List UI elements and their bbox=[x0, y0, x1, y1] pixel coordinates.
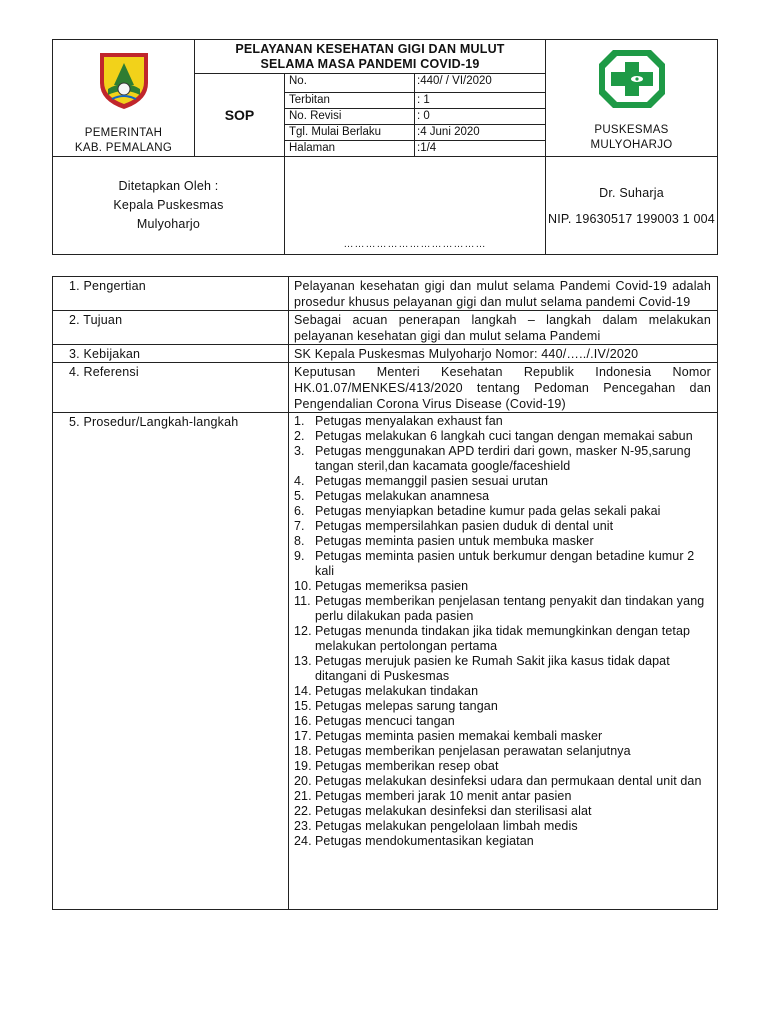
right-org-line1: PUSKESMAS bbox=[594, 124, 669, 136]
procedure-step bbox=[294, 429, 711, 444]
procedure-step bbox=[294, 654, 711, 684]
procedure-step bbox=[294, 699, 711, 714]
procedure-step bbox=[294, 729, 711, 744]
step-number: 24. bbox=[294, 834, 312, 848]
step-number: 19. bbox=[294, 759, 312, 773]
step-number: 23. bbox=[294, 819, 312, 833]
section-row-prosedur bbox=[53, 413, 718, 910]
procedure-step bbox=[294, 684, 711, 699]
step-text: Petugas mempersilahkan pasien duduk di dental unit bbox=[315, 519, 614, 533]
section-row-kebijakan bbox=[53, 345, 718, 363]
meta-value-no: :440/ / VI/2020 bbox=[415, 74, 546, 93]
section-label: 3. Kebijakan bbox=[53, 345, 289, 363]
sop-label-cell bbox=[195, 74, 285, 157]
procedure-step bbox=[294, 414, 711, 429]
procedure-step bbox=[294, 789, 711, 804]
left-org-line2: KAB. PEMALANG bbox=[74, 142, 173, 154]
procedure-step bbox=[294, 579, 711, 594]
step-text: Petugas meminta pasien memakai kembali masker bbox=[315, 729, 603, 743]
right-org-line2: MULYOHARJO bbox=[590, 139, 673, 151]
procedure-step bbox=[294, 744, 711, 759]
jabatan-line2: Mulyoharjo bbox=[136, 217, 201, 231]
step-number: 4. bbox=[294, 474, 305, 488]
ditetapkan-label: Ditetapkan Oleh : bbox=[118, 179, 219, 193]
meta-label-halaman: Halaman bbox=[285, 141, 415, 157]
step-text: Petugas menyalakan exhaust fan bbox=[315, 414, 503, 428]
procedure-cell bbox=[289, 413, 718, 910]
step-number: 10. bbox=[294, 579, 312, 593]
meta-label-revisi: No. Revisi bbox=[285, 109, 415, 125]
meta-label-no: No. bbox=[285, 74, 415, 93]
step-text: Petugas meminta pasien untuk membuka masker bbox=[315, 534, 594, 548]
step-text: Petugas memberikan penjelasan perawatan selanjutnya bbox=[315, 744, 631, 758]
signature-area bbox=[285, 157, 546, 255]
puskesmas-cell bbox=[546, 40, 718, 157]
section-text: Keputusan Menteri Kesehatan Republik Indonesia Nomor HK.01.07/MENKES/413/2020 tentang Pedoman Pencegahan dan Pengendalian Corona Virus Disease (Covid-19) bbox=[289, 363, 718, 413]
puskesmas-logo-icon bbox=[597, 48, 667, 110]
procedure-step bbox=[294, 834, 711, 849]
step-number: 11. bbox=[294, 594, 311, 608]
step-number: 13. bbox=[294, 654, 312, 668]
step-number: 2. bbox=[294, 429, 305, 443]
meta-label-terbitan: Terbitan bbox=[285, 93, 415, 109]
step-text: Petugas menunda tindakan jika tidak memungkinkan dengan tetap melakukan pertolongan pertama bbox=[315, 624, 691, 653]
step-text: Petugas menyiapkan betadine kumur pada gelas sekali pakai bbox=[315, 504, 661, 518]
step-text: Petugas melakukan desinfeksi dan sterilisasi alat bbox=[315, 804, 592, 818]
procedure-step bbox=[294, 774, 711, 789]
section-label: 4. Referensi bbox=[53, 363, 289, 413]
section-text: Sebagai acuan penerapan langkah – langkah dalam melakukan pelayanan kesehatan gigi dan mulut selama Pandemi bbox=[289, 311, 718, 345]
step-text: Petugas melakukan anamnesa bbox=[315, 489, 490, 503]
title-line2: SELAMA MASA PANDEMI COVID-19 bbox=[260, 57, 480, 71]
document-title bbox=[195, 40, 546, 74]
procedure-step bbox=[294, 474, 711, 489]
meta-value-revisi: : 0 bbox=[415, 109, 546, 125]
section-row-pengertian bbox=[53, 277, 718, 311]
section-text: SK Kepala Puskesmas Mulyoharjo Nomor: 440/…../.IV/2020 bbox=[289, 345, 718, 363]
title-line1: PELAYANAN KESEHATAN GIGI DAN MULUT bbox=[235, 42, 505, 56]
sop-body-table bbox=[52, 276, 718, 910]
meta-value-halaman: :1/4 bbox=[415, 141, 546, 157]
regency-cell bbox=[53, 40, 195, 157]
left-org-line1: PEMERINTAH bbox=[84, 127, 163, 139]
procedure-step bbox=[294, 759, 711, 774]
step-text: Petugas merujuk pasien ke Rumah Sakit jika kasus tidak dapat ditangani di Puskesmas bbox=[315, 654, 670, 683]
procedure-step bbox=[294, 714, 711, 729]
step-number: 5. bbox=[294, 489, 305, 503]
step-text: Petugas memberi jarak 10 menit antar pasien bbox=[315, 789, 572, 803]
meta-value-terbitan: : 1 bbox=[415, 93, 546, 109]
step-number: 8. bbox=[294, 534, 305, 548]
sop-header-table bbox=[52, 39, 718, 255]
section-row-tujuan bbox=[53, 311, 718, 345]
step-text: Petugas mendokumentasikan kegiatan bbox=[315, 834, 534, 848]
procedure-step bbox=[294, 444, 711, 474]
step-number: 15. bbox=[294, 699, 312, 713]
signer-nip: NIP. 19630517 199003 1 004 bbox=[548, 211, 715, 226]
procedure-step bbox=[294, 549, 711, 579]
procedure-step bbox=[294, 804, 711, 819]
step-text: Petugas melakukan pengelolaan limbah medis bbox=[315, 819, 578, 833]
procedure-step bbox=[294, 819, 711, 834]
step-text: Petugas memeriksa pasien bbox=[315, 579, 469, 593]
step-number: 6. bbox=[294, 504, 305, 518]
step-number: 20. bbox=[294, 774, 312, 788]
signer-cell bbox=[546, 157, 718, 255]
step-text: Petugas memberikan penjelasan tentang penyakit dan tindakan yang perlu dilakukan pada pasien bbox=[315, 594, 705, 623]
step-number: 12. bbox=[294, 624, 312, 638]
step-number: 18. bbox=[294, 744, 312, 758]
pemalang-regency-emblem-icon bbox=[94, 49, 154, 111]
procedure-step bbox=[294, 504, 711, 519]
step-number: 1. bbox=[294, 414, 305, 428]
step-text: Petugas menggunakan APD terdiri dari gown, masker N-95,sarung tangan steril,dan kacamata google/faceshield bbox=[315, 444, 691, 473]
step-text: Petugas melakukan 6 langkah cuci tangan dengan memakai sabun bbox=[315, 429, 693, 443]
step-text: Petugas melakukan desinfeksi udara dan permukaan dental unit dan bbox=[315, 774, 702, 788]
step-number: 21. bbox=[294, 789, 312, 803]
step-number: 7. bbox=[294, 519, 305, 533]
step-number: 3. bbox=[294, 444, 305, 458]
procedure-step bbox=[294, 519, 711, 534]
step-number: 16. bbox=[294, 714, 312, 728]
section-row-referensi bbox=[53, 363, 718, 413]
procedure-step bbox=[294, 594, 711, 624]
section-text: Pelayanan kesehatan gigi dan mulut selama Pandemi Covid-19 adalah prosedur khusus pelayanan gigi dan mulut selama pandemi Covid-19 bbox=[289, 277, 718, 311]
step-text: Petugas mencuci tangan bbox=[315, 714, 455, 728]
step-number: 14. bbox=[294, 684, 312, 698]
meta-value-tanggal: :4 Juni 2020 bbox=[415, 125, 546, 141]
section-label: 2. Tujuan bbox=[53, 311, 289, 345]
jabatan-line: Kepala Puskesmas bbox=[113, 198, 224, 212]
step-text: Petugas memanggil pasien sesuai urutan bbox=[315, 474, 549, 488]
signer-name: Dr. Suharja bbox=[599, 185, 664, 200]
procedure-steps-list bbox=[294, 414, 711, 849]
section-label: 1. Pengertian bbox=[53, 277, 289, 311]
signature-dots: ………………………………… bbox=[343, 239, 487, 250]
section-label: 5. Prosedur/Langkah-langkah bbox=[53, 413, 289, 910]
ditetapkan-cell bbox=[53, 157, 285, 255]
meta-label-tanggal: Tgl. Mulai Berlaku bbox=[285, 125, 415, 141]
step-number: 17. bbox=[294, 729, 312, 743]
step-text: Petugas memberikan resep obat bbox=[315, 759, 499, 773]
procedure-step bbox=[294, 624, 711, 654]
sop-label: SOP bbox=[224, 107, 255, 123]
procedure-step bbox=[294, 489, 711, 504]
step-text: Petugas meminta pasien untuk berkumur dengan betadine kumur 2 kali bbox=[315, 549, 695, 578]
procedure-step bbox=[294, 534, 711, 549]
step-text: Petugas melakukan tindakan bbox=[315, 684, 479, 698]
step-text: Petugas melepas sarung tangan bbox=[315, 699, 498, 713]
step-number: 22. bbox=[294, 804, 312, 818]
step-number: 9. bbox=[294, 549, 305, 563]
